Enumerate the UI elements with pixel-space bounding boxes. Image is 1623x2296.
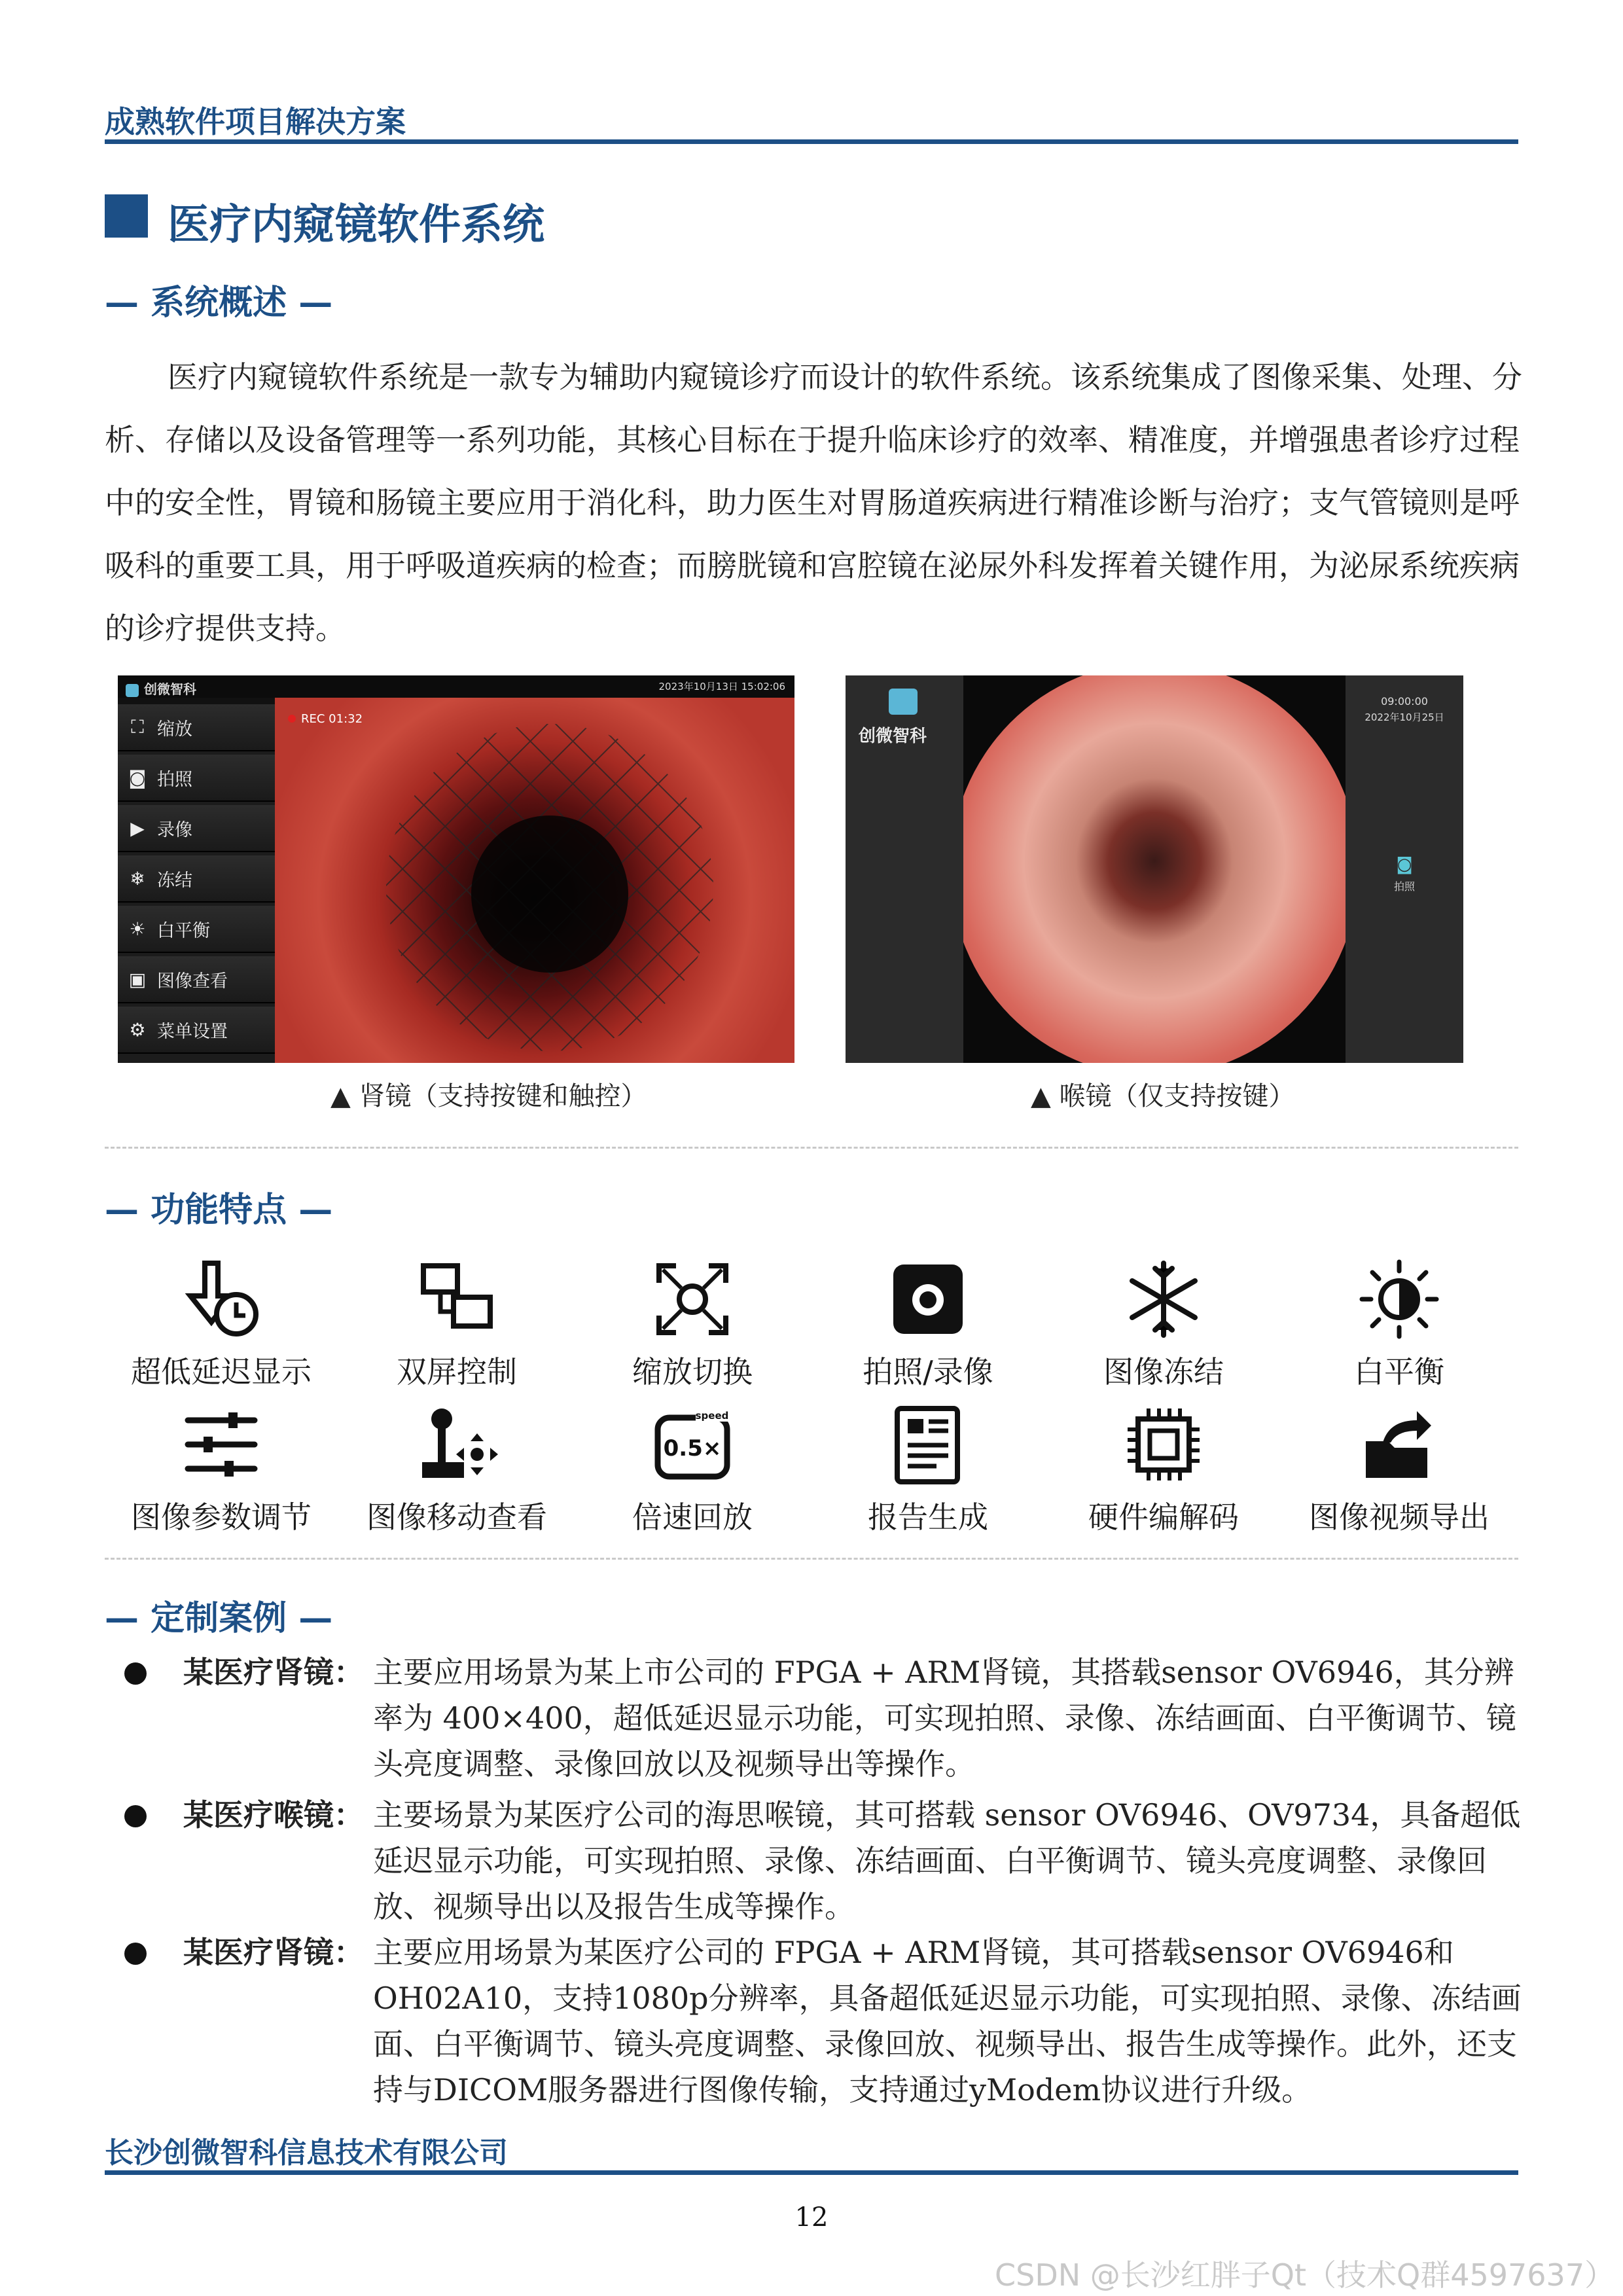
- zoom-icon: ⛶: [131, 716, 144, 738]
- video-icon: ▶: [130, 817, 145, 839]
- menu-label: 菜单设置: [157, 1021, 228, 1042]
- feature-label: 缩放切换: [632, 1354, 753, 1390]
- divider: [105, 1558, 1518, 1560]
- feature-label: 图像参数调节: [131, 1499, 312, 1535]
- bullet-icon: [124, 1662, 147, 1685]
- brand-logo-icon: [889, 689, 918, 715]
- nephroscope-screenshot: [118, 675, 794, 1063]
- header-title: 成熟软件项目解决方案: [105, 104, 406, 139]
- feature-export: [1281, 1402, 1517, 1537]
- menu-label: 录像: [157, 819, 192, 840]
- menu-item-settings[interactable]: [118, 1007, 275, 1054]
- footer-company: 长沙创微智科信息技术有限公司: [105, 2136, 508, 2170]
- menu-item-white-balance[interactable]: [118, 906, 275, 953]
- snowflake-icon: ❄: [130, 867, 145, 889]
- overview-heading: — 系统概述 —: [105, 283, 333, 323]
- joystick-icon: [414, 1402, 499, 1487]
- brand-logo: [126, 679, 196, 698]
- dual-screen-icon: [414, 1257, 499, 1342]
- cases-heading: — 定制案例 —: [105, 1599, 333, 1638]
- datetime: 2023年10月13日 15:02:06: [658, 681, 785, 692]
- export-icon: [1357, 1402, 1442, 1487]
- date: 2022年10月25日: [1364, 711, 1444, 723]
- brand-name: 创微智科: [859, 726, 927, 746]
- features-heading: — 功能特点 —: [105, 1191, 333, 1230]
- screenshot-topbar: [118, 675, 794, 698]
- feature-camera: [810, 1257, 1046, 1391]
- sliders-icon: [179, 1402, 264, 1487]
- menu-label: 缩放: [157, 719, 192, 740]
- rec-dot-icon: [288, 715, 296, 723]
- side-menu: [118, 704, 275, 1063]
- case-item: [124, 1792, 1531, 1929]
- speed-value: 0.5×: [663, 1435, 722, 1462]
- chip-icon: [1121, 1402, 1206, 1487]
- case-title: 某医疗肾镜：: [183, 1655, 364, 1690]
- case-body: 主要场景为某医疗公司的海思喉镜，其可搭载 sensor OV6946、OV9734，具备超低延迟显示功能，可实现拍照、录像、冻结画面、白平衡调节、镜头亮度调整、录像回放、视频导出以及报告生成等操作。: [373, 1797, 1521, 1924]
- camera-icon: [885, 1257, 971, 1342]
- photo-label: 拍照: [1393, 880, 1415, 893]
- feature-label: 拍照/录像: [863, 1354, 993, 1390]
- watermark: CSDN @长沙红胖子Qt（技术Q群4597637）: [995, 2257, 1615, 2293]
- feature-label: 图像视频导出: [1309, 1499, 1489, 1535]
- case-item: [124, 1649, 1531, 1787]
- feature-label: 报告生成: [868, 1499, 988, 1535]
- stent-mesh-image: [275, 698, 794, 1063]
- menu-label: 白平衡: [157, 920, 210, 941]
- feature-report: [810, 1402, 1046, 1537]
- low-latency-icon: [179, 1257, 264, 1342]
- case-item: [124, 1929, 1531, 2113]
- laryngoscope-caption: ▲ 喉镜（仅支持按键）: [1031, 1081, 1295, 1111]
- image-icon: ▣: [128, 968, 147, 990]
- menu-label: 图像查看: [157, 971, 228, 992]
- zoom-icon: [650, 1257, 735, 1342]
- rec-indicator: [288, 712, 363, 726]
- sun-icon: ☀: [129, 918, 146, 940]
- feature-hw-codec: [1046, 1402, 1281, 1537]
- feature-white-balance: [1281, 1257, 1517, 1391]
- case-body: 主要应用场景为某上市公司的 FPGA + ARM肾镜，其搭载sensor OV6946，其分辨率为 400×400，超低延迟显示功能，可实现拍照、录像、冻结画面、白平衡调节、镜头亮度调整、录像回放以及视频导出等操作。: [373, 1655, 1516, 1782]
- feature-speed-playback: [575, 1402, 810, 1537]
- feature-label: 图像冻结: [1103, 1354, 1224, 1390]
- feature-label: 白平衡: [1354, 1354, 1444, 1390]
- feature-label: 图像移动查看: [366, 1499, 547, 1535]
- feature-image-move: [339, 1402, 575, 1537]
- right-panel: [1346, 675, 1463, 1063]
- overview-paragraph: 医疗内窥镜软件系统是一款专为辅助内窥镜诊疗而设计的软件系统。该系统集成了图像采集、处理、分析、存储以及设备管理等一系列功能，其核心目标在于提升临床诊疗的效率、精准度，并增强患者诊疗过程中的安全性，胃镜和肠镜主要应用于消化科，助力医生对胃肠道疾病进行精准诊断与治疗；支气管镜则是呼吸科的重要工具，用于呼吸道疾病的检查；而膀胱镜和宫腔镜在泌尿外科发挥着关键作用，为泌尿系统疾病的诊疗提供支持。: [105, 359, 1522, 646]
- feature-freeze: [1046, 1257, 1281, 1391]
- laryngoscope-screenshot: [846, 675, 1463, 1063]
- case-body: 主要应用场景为某医疗公司的 FPGA + ARM肾镜，其可搭载sensor OV6946和OH02A10，支持1080p分辨率，具备超低延迟显示功能，可实现拍照、录像、冻结画面、白平衡调节、镜头亮度调整、录像回放、视频导出、报告生成等操作。此外，还支持与DICOM服务器进行图像传输，支持通过yModem协议进行升级。: [373, 1935, 1522, 2108]
- speed-icon: [650, 1402, 735, 1487]
- feature-dual-screen: [339, 1257, 575, 1391]
- gear-icon: ⚙: [129, 1018, 146, 1041]
- header-rule: [105, 139, 1518, 144]
- snowflake-icon: [1121, 1257, 1206, 1342]
- endoscope-view-laryngoscope: [963, 675, 1346, 1063]
- white-balance-icon: [1357, 1257, 1442, 1342]
- menu-label: 拍照: [157, 769, 192, 790]
- menu-item-freeze[interactable]: [118, 855, 275, 903]
- bullet-icon: [124, 1943, 147, 1965]
- left-panel: [846, 675, 963, 1063]
- menu-item-zoom[interactable]: [118, 704, 275, 751]
- section-marker: [105, 194, 148, 238]
- nephroscope-caption: ▲ 肾镜（支持按键和触控）: [330, 1081, 647, 1111]
- bullet-icon: [124, 1805, 147, 1827]
- menu-item-image-view[interactable]: [118, 956, 275, 1003]
- menu-label: 冻结: [157, 870, 192, 891]
- feature-label: 双屏控制: [397, 1354, 517, 1390]
- feature-label: 倍速回放: [632, 1499, 753, 1535]
- endoscope-view-nephroscope: [275, 698, 794, 1063]
- divider: [105, 1147, 1518, 1149]
- camera-icon: ◙: [128, 766, 147, 789]
- page-number: 12: [794, 2202, 829, 2233]
- case-title: 某医疗肾镜：: [183, 1935, 364, 1970]
- feature-label: 硬件编解码: [1088, 1499, 1239, 1535]
- menu-item-record[interactable]: [118, 805, 275, 852]
- footer-rule: [105, 2170, 1518, 2175]
- feature-zoom: [575, 1257, 810, 1391]
- camera-icon[interactable]: ◙: [1396, 855, 1413, 874]
- feature-low-latency: [103, 1257, 339, 1391]
- time: 09:00:00: [1381, 695, 1428, 708]
- report-icon: [885, 1402, 971, 1487]
- brand-name: 创微智科: [144, 681, 196, 697]
- feature-label: 超低延迟显示: [131, 1354, 312, 1390]
- section-title: 医疗内窥镜软件系统: [168, 201, 544, 249]
- feature-image-params: [103, 1402, 339, 1537]
- rec-time: REC 01:32: [301, 712, 363, 726]
- menu-item-photo[interactable]: [118, 755, 275, 802]
- case-title: 某医疗喉镜：: [183, 1797, 364, 1833]
- speed-badge: speed: [695, 1410, 729, 1422]
